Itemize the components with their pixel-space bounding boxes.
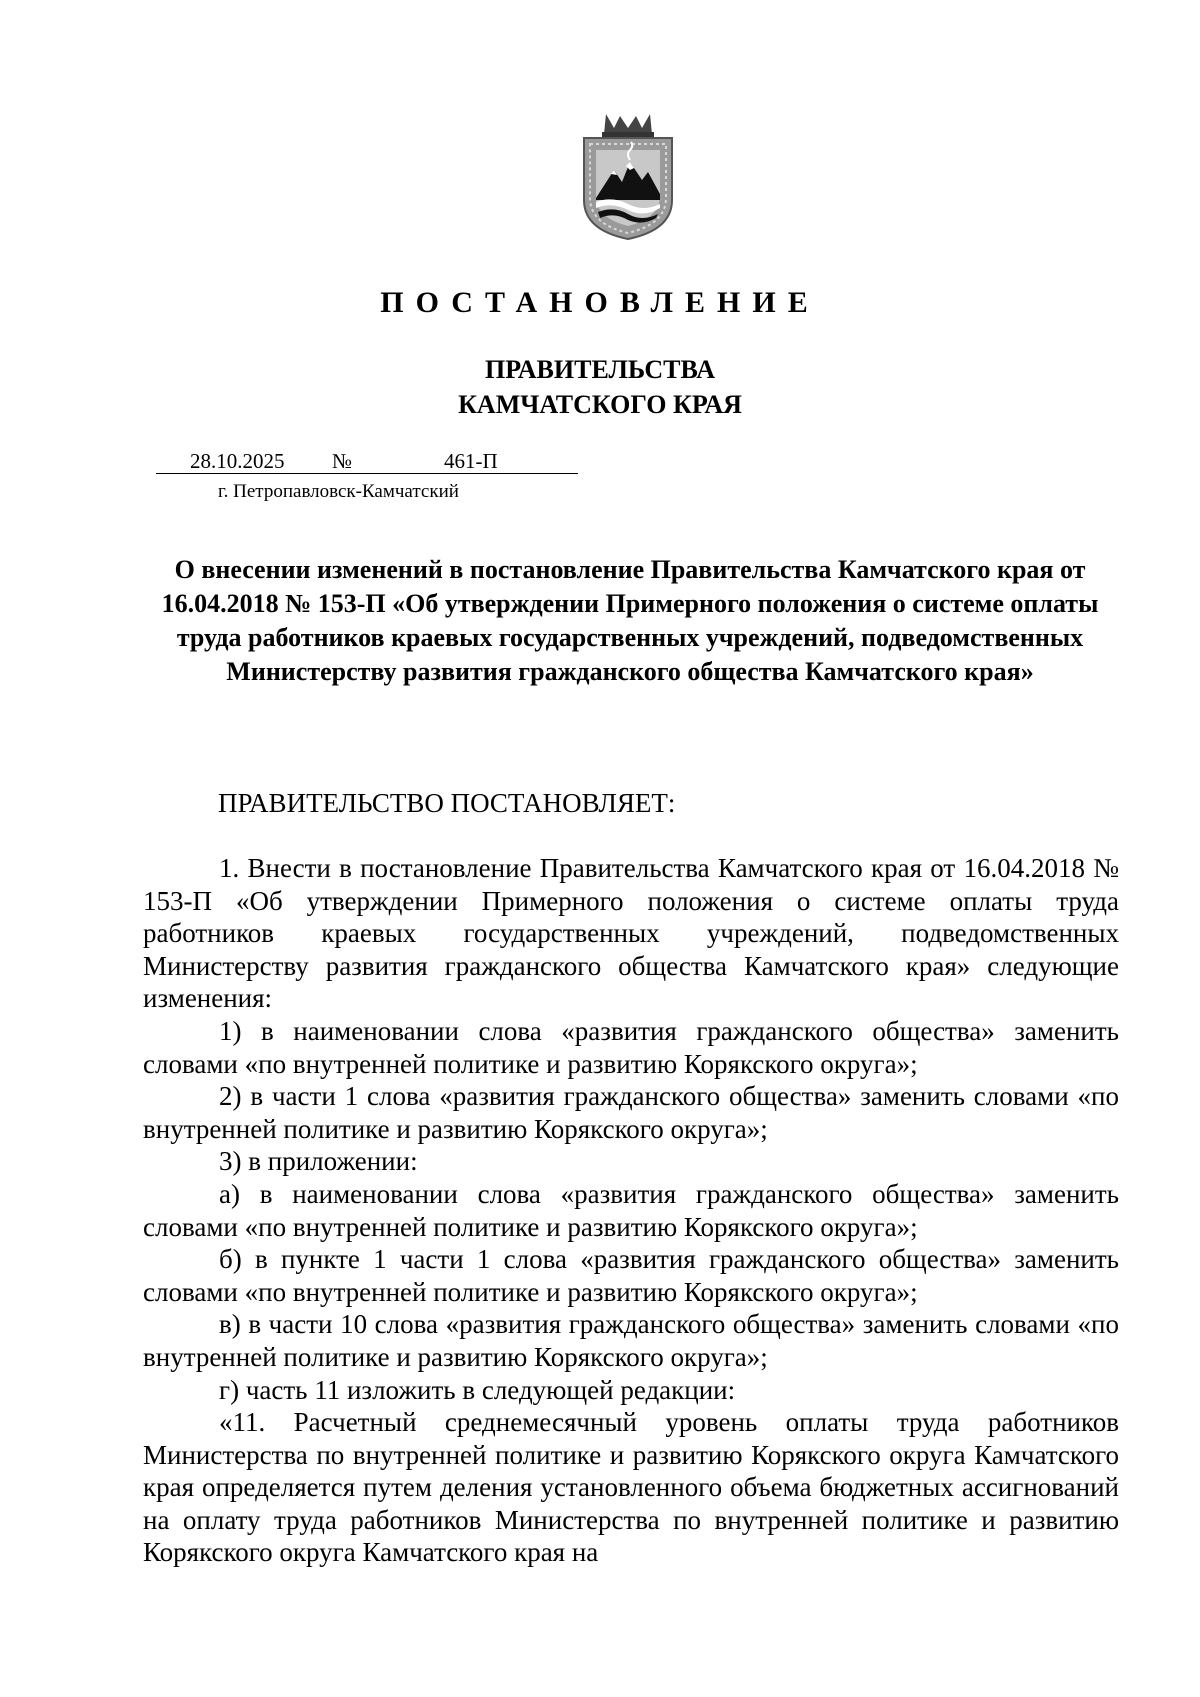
paragraph: в) в части 10 слова «развития гражданского общества» заменить словами «по внутренней политике и развитию Корякского округа»; bbox=[143, 1309, 1119, 1372]
paragraph: б) в пункте 1 части 1 слова «развития гражданского общества» заменить словами «по внутренней политике и развитию Корякского округа»; bbox=[143, 1244, 1119, 1307]
decree-phrase: ПРАВИТЕЛЬСТВО ПОСТАНОВЛЯЕТ: bbox=[218, 788, 676, 818]
paragraph: а) в наименовании слова «развития гражданского общества» заменить словами «по внутренней политике и развитию Корякского округа»; bbox=[143, 1178, 1119, 1242]
authority-line-1: ПРАВИТЕЛЬСТВА bbox=[485, 355, 715, 384]
issuing-authority bbox=[0, 352, 1200, 422]
number-sign: № bbox=[332, 449, 353, 473]
document-subject: О внесении изменений в постановление Правительства Камчатского края от 16.04.2018 № 153-П «Об утверждении Примерного положения о системе оплаты труда работников краевых государственных учреждений, подведомственных Министерству развития гражданского общества Камчатского края» bbox=[161, 555, 1099, 686]
document-number: 461-П bbox=[444, 449, 498, 473]
paragraph: 2) в части 1 слова «развития гражданского общества» заменить словами «по внутренней политике и развитию Корякского округа»; bbox=[143, 1081, 1119, 1144]
document-body bbox=[143, 852, 1119, 1569]
registration-underline bbox=[156, 473, 578, 474]
paragraph: 1) в наименовании слова «развития гражданского общества» заменить словами «по внутренней политике и развитию Корякского округа»; bbox=[143, 1015, 1119, 1079]
document-date: 28.10.2025 bbox=[190, 449, 285, 473]
document-type-title: ПОСТАНОВЛЕНИЕ bbox=[380, 286, 820, 319]
coat-of-arms-icon bbox=[576, 108, 680, 241]
authority-line-2: КАМЧАТСКОГО КРАЯ bbox=[458, 390, 742, 419]
paragraph: г) часть 11 изложить в следующей редакции: bbox=[219, 1374, 736, 1405]
paragraph: 3) в приложении: bbox=[219, 1146, 418, 1177]
paragraph: «11. Расчетный среднемесячный уровень оплаты труда работников Министерства по внутренней политике и развитию Корякского округа Камчатского края определяется путем деления установленного объема бюджетных ассигнований на оплату труда работников Министерства по внутренней политике и развитию Корякского округа Камчатского края на bbox=[143, 1407, 1119, 1568]
paragraph: 1. Внести в постановление Правительства Камчатского края от 16.04.2018 № 153-П «Об утверждении Примерного положения о системе оплаты труда работников краевых государственных учреждений, подведомственных Министерству развития гражданского общества Камчатского края» следующие изменения: bbox=[143, 853, 1119, 1014]
document-place: г. Петропавловск-Камчатский bbox=[218, 481, 459, 502]
registration-line bbox=[156, 449, 578, 473]
